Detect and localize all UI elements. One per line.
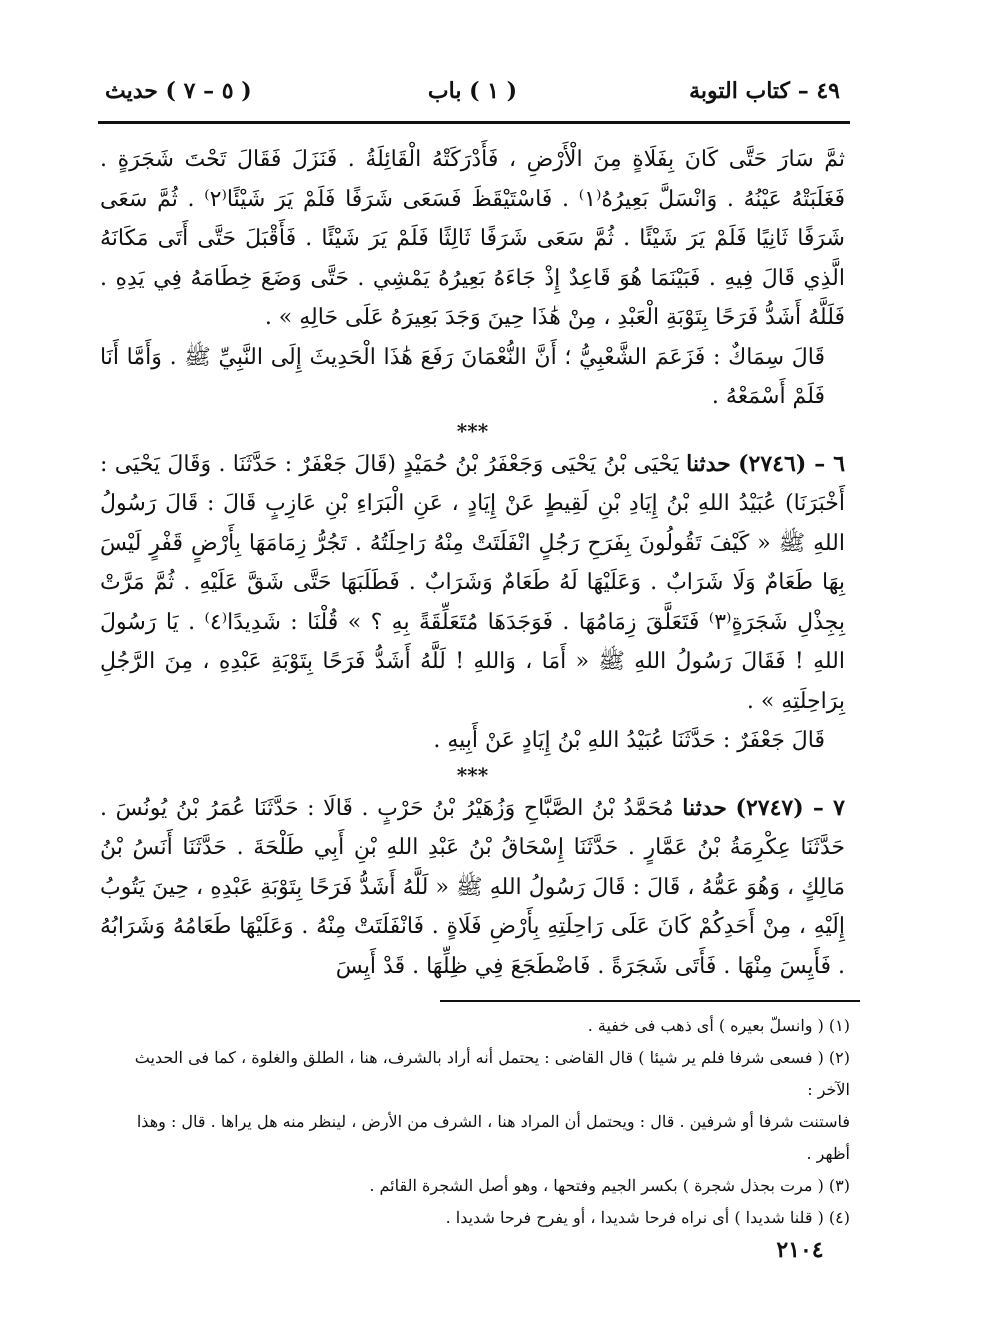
- footnote-1: (١) ( وانسلّ بعيره ) أى ذهب فى خفية .: [587, 1016, 850, 1035]
- narrator-note-jafar: قَالَ جَعْفَرٌ : حَدَّثَنَا عُبَيْدُ اللهِ بْنُ إِيَادٍ عَنْ أَبِيهِ .: [433, 728, 825, 753]
- hadith-7: [100, 789, 845, 987]
- hadith-text: يَحْيَى بْنُ يَحْيَى وَجَعْفَرُ بْنُ حُمَيْدٍ (قَالَ جَعْفَرٌ : حَدَّثَنَا . وَقَالَ يَحْيَى : أَخْبَرَنَا) عُبَيْدُ اللهِ بْنُ إِيَادِ بْنِ لَقِيطٍ عَنْ إِيَادٍ ، عَنِ الْبَرَاءِ بْنِ عَازِبٍ قَالَ : قَالَ رَسُولُ اللهِ ﷺ « كَيْفَ تَقُولُونَ بِفَرَحِ رَجُلٍ انْفَلَتَتْ مِنْهُ رَاحِلَتُهُ . تَجُرُّ زِمَامَهَا بِأَرْضٍ قَفْرٍ لَيْسَ بِهَا طَعَامٌ وَلَا شَرَابٌ . وَعَلَيْهَا لَهُ طَعَامٌ وَشَرَابٌ . فَطَلَبَهَا حَتَّى شَقَّ عَلَيْهِ . ثُمَّ مَرَّتْ بِجِذْلِ شَجَرَةٍ⁽٣⁾ فَتَعَلَّقَ زِمَامُهَا . فَوَجَدَهَا مُتَعَلِّقَةً بِهِ ؟ » قُلْنَا : شَدِيدًا⁽٤⁾ . يَا رَسُولَ اللهِ ! فَقَالَ رَسُولُ اللهِ ﷺ « أَمَا ، وَاللهِ ! لَلَّهُ أَشَدُّ فَرَحًا بِتَوْبَةِ عَبْدِهِ ، مِنَ الرَّجُلِ بِرَاحِلَتِهِ » .: [100, 451, 845, 714]
- narrator-note-simak: قَالَ سِمَاكٌ : فَزَعَمَ الشَّعْبِيُّ ؛ أَنَّ النُّعْمَانَ رَفَعَ هَٰذَا الْحَدِيثَ إِلَى النَّبِيِّ ﷺ . وَأَمَّا أَنَا فَلَمْ أَسْمَعْهُ .: [100, 344, 825, 409]
- haddathana-keyword: حدثنا: [682, 794, 727, 821]
- hadith-number: ٧ – (٢٧٤٧): [735, 794, 845, 821]
- running-header: [105, 78, 840, 118]
- header-rule: [98, 121, 850, 124]
- footnotes: [100, 1010, 850, 1234]
- footnote-2-continuation: فاستنت شرفا أو شرفين . قال : ويحتمل أن المراد هنا ، الشرف من الأرض ، لينظر منه هل يراها . قال : وهذا أظهر .: [136, 1112, 850, 1163]
- section-separator: ***: [456, 418, 489, 443]
- footnote-4: (٤) ( قلنا شديدا ) أى نراه فرحا شديدا ، أو يفرح فرحا شديدا .: [445, 1208, 850, 1227]
- chapter-label: ( ١ ) باب: [427, 78, 518, 104]
- hadith-number: ٦ – (٢٧٤٦): [738, 450, 846, 477]
- footnote-rule: [440, 1000, 860, 1002]
- haddathana-keyword: حدثنا: [686, 450, 731, 477]
- section-separator: ***: [456, 762, 489, 787]
- hadith-text: مُحَمَّدُ بْنُ الصَّبَّاحِ وَزُهَيْرُ بْنُ حَرْبٍ . قَالَا : حَدَّثَنَا عُمَرُ بْنُ يُونُسَ . حَدَّثَنَا عِكْرِمَةُ بْنُ عَمَّارٍ . حَدَّثَنَا إِسْحَاقُ بْنُ عَبْدِ اللهِ بْنِ أَبِي طَلْحَةَ . حَدَّثَنَا أَنَسُ بْنُ مَالِكٍ ، وَهُوَ عَمُّهُ ، قَالَ : قَالَ رَسُولُ اللهِ ﷺ « لَلَّهُ أَشَدُّ فَرَحًا بِتَوْبَةِ عَبْدِهِ ، حِينَ يَتُوبُ إِلَيْهِ ، مِنْ أَحَدِكُمْ كَانَ عَلَى رَاحِلَتِهِ بِأَرْضِ فَلَاةٍ . فَانْفَلَتَتْ مِنْهُ . وَعَلَيْهَا طَعَامُهُ وَشَرَابُهُ . فَأَيِسَ مِنْهَا . فَأَتَى شَجَرَةً . فَاضْطَجَعَ فِي ظِلِّهَا . قَدْ أَيِسَ: [100, 795, 845, 979]
- footnote-2: (٢) ( فسعى شرفا فلم ير شيئا ) قال القاضى : يحتمل أنه أراد بالشرف، هنا ، الطلق والغلوة ، كما فى الحديث الآخر :: [134, 1048, 850, 1099]
- paragraph-continuation: ثمَّ سَارَ حَتَّى كَانَ بِفَلَاةٍ مِنَ الْأَرْضِ ، فَأَدْرَكَتْهُ الْقَائِلَةُ . فَنَزَلَ فَقَالَ تَحْتَ شَجَرَةٍ . فَغَلَبَتْهُ عَيْنُهُ . وَانْسَلَّ بَعِيرُهُ⁽١⁾ . فَاسْتَيْقَظَ فَسَعَى شَرَفًا فَلَمْ يَرَ شَيْئًا⁽٢⁾ . ثُمَّ سَعَى شَرَفًا ثَانِيًا فَلَمْ يَرَ شَيْئًا . ثُمَّ سَعَى شَرَفًا ثَالِثًا فَلَمْ يَرَ شَيْئًا . فَأَقْبَلَ حَتَّى أَتَى مَكَانَهُ الَّذِي قَالَ فِيهِ . فَبَيْنَمَا هُوَ قَاعِدٌ إِذْ جَاءَهُ بَعِيرُهُ يَمْشِي . حَتَّى وَضَعَ خِطَامَهُ فِي يَدِهِ . فَلَلَّهُ أَشَدُّ فَرَحًا بِتَوْبَةِ الْعَبْدِ ، مِنْ هَٰذَا حِينَ وَجَدَ بَعِيرَهُ عَلَى حَالِهِ » .: [100, 147, 846, 330]
- hadith-range: ( ٥ – ٧ ) حديث: [105, 78, 252, 104]
- footnote-3: (٣) ( مرت بجذل شجرة ) بكسر الجيم وفتحها ، وهو أصل الشجرة القائم .: [369, 1176, 850, 1195]
- book-title: ٤٩ – كتاب التوبة: [689, 78, 840, 104]
- page-number: ٢١٠٤: [776, 1237, 824, 1263]
- main-text: [100, 140, 845, 986]
- hadith-6: [100, 445, 845, 722]
